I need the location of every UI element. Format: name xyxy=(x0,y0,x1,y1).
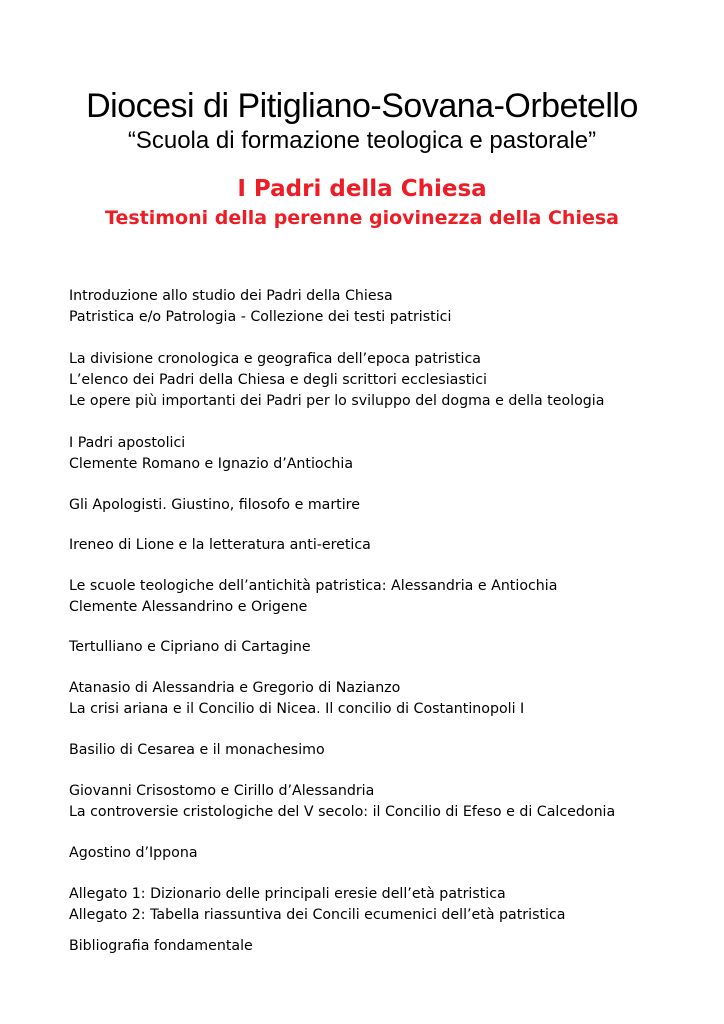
contents-line: Atanasio di Alessandria e Gregorio di Nazianzo xyxy=(69,680,401,696)
course-subtitle: Testimoni della perenne giovinezza della Chiesa xyxy=(105,207,619,229)
contents-group xyxy=(69,433,709,475)
contents-group xyxy=(69,495,709,516)
contents-line: Basilio di Cesarea e il monachesimo xyxy=(69,742,325,758)
contents-line: L’elenco dei Padri della Chiesa e degli scrittori ecclesiastici xyxy=(69,372,487,388)
contents-line: Introduzione allo studio dei Padri della Chiesa xyxy=(69,288,393,304)
contents-line: Patristica e/o Patrologia - Collezione dei testi patristici xyxy=(69,309,452,325)
contents-line: La crisi ariana e il Concilio di Nicea. Il concilio di Costantinopoli I xyxy=(69,701,525,717)
course-title: I Padri della Chiesa xyxy=(237,176,487,202)
contents-group xyxy=(69,740,709,761)
contents-group xyxy=(69,843,709,864)
school-subtitle: “Scuola di formazione teologica e pastorale” xyxy=(127,127,597,154)
contents-line: Tertulliano e Cipriano di Cartagine xyxy=(69,639,311,655)
course-heading xyxy=(0,174,724,232)
contents-line: Bibliografia fondamentale xyxy=(69,938,253,954)
contents-group xyxy=(69,535,709,556)
contents-group xyxy=(69,286,709,328)
contents-group xyxy=(69,884,709,926)
contents-line: La divisione cronologica e geografica dell’epoca patristica xyxy=(69,351,481,367)
diocese-title: Diocesi di Pitigliano-Sovana-Orbetello xyxy=(86,87,638,125)
contents-line: Allegato 2: Tabella riassuntiva dei Concili ecumenici dell’età patristica xyxy=(69,907,566,923)
contents-line: Le opere più importanti dei Padri per lo sviluppo del dogma e della teologia xyxy=(69,393,605,409)
table-of-contents xyxy=(69,266,709,957)
contents-line: I Padri apostolici xyxy=(69,435,186,451)
contents-group xyxy=(69,781,709,823)
contents-line: Ireneo di Lione e la letteratura anti-eretica xyxy=(69,537,371,553)
contents-group xyxy=(69,678,709,720)
contents-line: Clemente Romano e Ignazio d’Antiochia xyxy=(69,456,354,472)
contents-line: Le scuole teologiche dell’antichità patristica: Alessandria e Antiochia xyxy=(69,578,558,594)
contents-group xyxy=(69,349,709,412)
contents-line: Gli Apologisti. Giustino, filosofo e martire xyxy=(69,497,360,513)
contents-line: Giovanni Crisostomo e Cirillo d’Alessandria xyxy=(69,783,375,799)
contents-group xyxy=(69,637,709,658)
contents-line: Clemente Alessandrino e Origene xyxy=(69,599,308,615)
contents-line: La controversie cristologiche del V secolo: il Concilio di Efeso e di Calcedonia xyxy=(69,804,616,820)
contents-group xyxy=(69,936,709,957)
document-header xyxy=(0,86,724,156)
contents-line: Agostino d’Ippona xyxy=(69,845,198,861)
contents-group xyxy=(69,576,709,618)
contents-line: Allegato 1: Dizionario delle principali eresie dell’età patristica xyxy=(69,886,506,902)
